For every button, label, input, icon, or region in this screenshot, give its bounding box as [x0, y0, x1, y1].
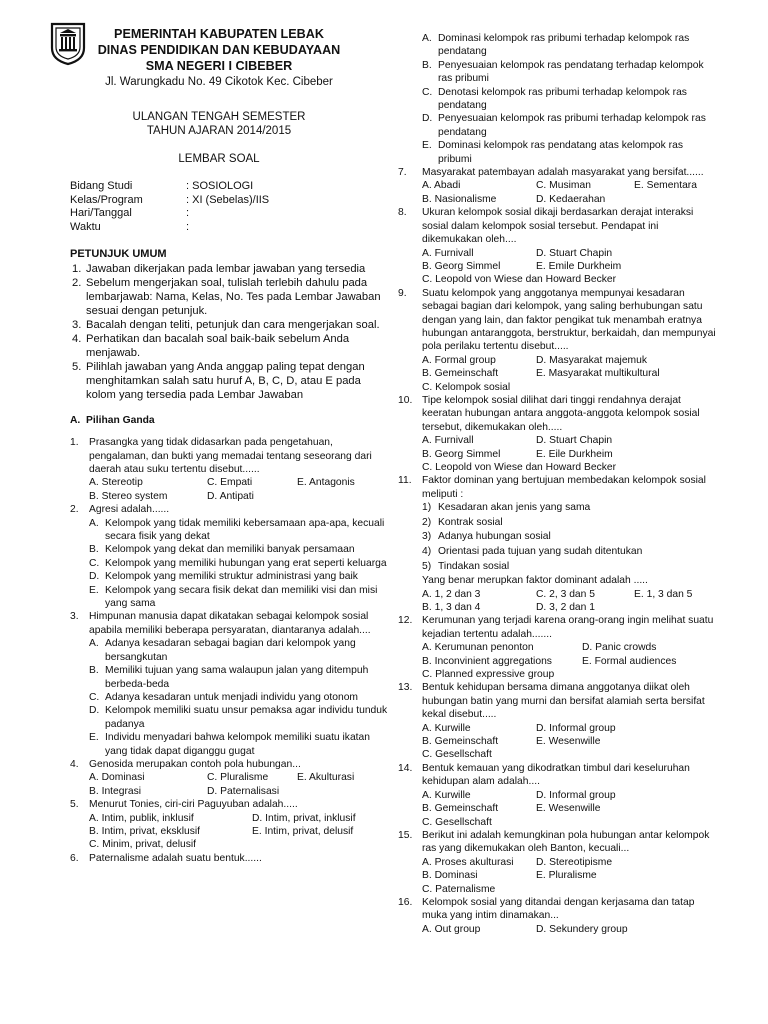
government-name: PEMERINTAH KABUPATEN LEBAK: [114, 27, 324, 41]
option: D. Kelompok memiliki suatu unsur pemaksa agar individu tunduk padanya: [89, 705, 388, 730]
question-11: 11. Faktor dominan yang bertujuan membedakan kelompok sosial meliputi :: [398, 475, 706, 500]
question-5-options: A. Intim, publik, inklusif D. Intim, privat, inklusif B. Intim, privat, eksklusif E. Intim, privat, delusif C. Minim, privat, delusif: [89, 812, 356, 851]
option: E. Individu menyadari bahwa kelompok memiliki suatu ikatan yang tidak dapat diganggu gugat: [89, 732, 370, 757]
instruction-item: 5. Pilihlah jawaban yang Anda anggap paling tepat dengan menghitamkan salah satu huruf A, B, C, D, atau E pada kolom yang tersedia pada Lembar Jawaban: [72, 360, 365, 401]
question-7-options: A. Abadi C. Musiman E. Sementara B. Nasionalisme D. Kedaerahan: [422, 180, 697, 205]
question-9-options: A. Formal group D. Masyarakat majemuk B. Gemeinschaft E. Masyarakat multikultural C. Kelompok sosial: [422, 354, 660, 393]
section-heading: A. Pilihan Ganda: [70, 414, 155, 426]
exam-info: [70, 180, 390, 234]
letterhead-text: [48, 26, 390, 90]
list-item: 2) Kontrak sosial: [422, 516, 503, 528]
school-name: SMA NEGERI I CIBEBER: [145, 59, 293, 73]
question-11-options: A. 1, 2 dan 3 C. 2, 3 dan 5 E. 1, 3 dan 5 B. 1, 3 dan 4 D. 3, 2 dan 1: [422, 588, 693, 613]
question-13-options: A. Kurwille D. Informal group B. Gemeinschaft E. Wesenwille C. Gesellschaft: [422, 722, 616, 761]
left-column: [48, 0, 390, 865]
list-item: 5) Tindakan sosial: [422, 560, 510, 572]
info-row: Kelas/Program : XI (Sebelas)/IIS: [70, 193, 270, 206]
question-15: 15. Berikut ini adalah kemungkinan pola hubungan antar kelompok ras yang dikemukakan oleh Banton, kecuali...: [398, 829, 710, 855]
option: A. Dominasi kelompok ras pribumi terhadap kelompok ras pendatang: [422, 33, 690, 58]
option: E. Kelompok yang secara fisik dekat dan memiliki visi dan misi yang sama: [89, 584, 378, 610]
question-15-options: A. Proses akulturasi D. Stereotipisme B. Dominasi E. Pluralisme C. Paternalisme: [422, 856, 613, 895]
list-item: 4) Orientasi pada tujuan yang sudah ditentukan: [422, 546, 643, 557]
question-1-options: A. Stereotip C. Empati E. Antagonis B. Stereo system D. Antipati: [89, 477, 355, 502]
instructions-title: PETUNJUK UMUM: [70, 248, 167, 261]
question-2: 2. Agresi adalah......: [70, 504, 170, 516]
question-3: 3. Himpunan manusia dapat dikatakan sebagai kelompok sosial apabila memiliki beberapa persyaratan, diantaranya adalah....: [70, 611, 371, 636]
option: D. Penyesuaian kelompok ras pribumi terhadap kelompok ras pendatang: [422, 113, 706, 138]
letterhead: [48, 0, 390, 110]
question-10: 10. Tipe kelompok sosial dilihat dari tinggi rendahnya derajat keeratan hubungan antara anggota-anggota kelompok sosial tersebut, dikemukakan oleh.....: [398, 394, 700, 433]
question-14: 14. Bentuk kemauan yang dikodratkan timbul dari keseluruhan kehidupan alam adalah....: [398, 762, 690, 788]
question-13: 13. Bentuk kehidupan bersama dimana anggotanya diikat oleh hubungan batin yang murni dan bersifat alamiah serta bersifat kekal disebut.....: [398, 682, 705, 721]
list-item: 3) Adanya hubungan sosial: [422, 531, 551, 543]
question-14-options: A. Kurwille D. Informal group B. Gemeinschaft E. Wesenwille C. Gesellschaft: [422, 789, 616, 828]
question-4: 4. Genosida merupakan contoh pola hubungan...: [70, 758, 301, 770]
info-row: Bidang Studi : SOSIOLOGI: [70, 180, 254, 192]
question-9: 9. Suatu kelompok yang anggotanya mempunyai kesadaran sebagai bagian dari kelompok, yang saling berhubungan satu dengan yang lain, dan faktor pengikat tuk menambah eratnya hubungan antaranggota, berstruktur, berkaidah, dan mempunyai pola perilaku tertentu disebut.....: [398, 287, 716, 353]
info-row: Hari/Tanggal :: [70, 207, 190, 220]
option: A. Adanya kesadaran sebagai bagian dari kelompok yang bersangkutan: [89, 638, 356, 663]
option: B. Memiliki tujuan yang sama walaupun jalan yang ditempuh berbeda-beda: [89, 665, 369, 690]
instruction-item: 3. Bacalah dengan teliti, petunjuk dan cara mengerjakan soal.: [72, 318, 380, 331]
department-name: DINAS PENDIDIKAN DAN KEBUDAYAAN: [97, 43, 341, 57]
question-16-options: A. Out group D. Sekundery group: [422, 923, 628, 935]
question-1: 1. Prasangka yang tidak didasarkan pada pengetahuan, pengalaman, dan bukti yang memadai tentang seseorang dari daerah atau suku tertentu disebut......: [70, 437, 372, 475]
option: B. Kelompok yang dekat dan memiliki banyak persamaan: [89, 544, 355, 556]
question-5: 5. Menurut Tonies, ciri-ciri Paguyuban adalah.....: [70, 799, 298, 811]
option: C. Denotasi kelompok ras pribumi terhadap kelompok ras pendatang: [422, 86, 687, 112]
option: C. Adanya kesadaran untuk menjadi individu yang otonom: [89, 691, 359, 703]
question-16: 16. Kelompok sosial yang ditandai dengan kerjasama dan tatap muka yang intim dinamakan...: [398, 896, 695, 922]
sheet-title: LEMBAR SOAL: [178, 153, 260, 165]
instructions-list: [48, 262, 390, 402]
exam-title-block: [48, 110, 390, 166]
question-12-options: A. Kerumunan penonton D. Panic crowds B. Inconvinient aggregations E. Formal audiences C. Planned expressive group: [422, 642, 677, 681]
question-10-options: A. Furnivall D. Stuart Chapin B. Georg Simmel E. Eile Durkheim C. Leopold von Wiese dan Howard Becker: [422, 435, 617, 473]
option: A. Kelompok yang tidak memiliki kebersamaan apa-apa, kecuali secara fisik yang dekat: [89, 517, 385, 543]
question-6: 6. Paternalisme adalah suatu bentuk......: [70, 852, 262, 864]
question-8: 8. Ukuran kelompok sosial dikaji berdasarkan derajat interaksi sosial dalam kelompok sosial tersebut. Pendapat ini dikemukakan oleh....: [398, 207, 694, 246]
school-address: Jl. Warungkadu No. 49 Cikotok Kec. Cibeber: [105, 76, 333, 88]
question-11-prompt: Yang benar merupkan faktor dominant adalah .....: [422, 575, 648, 587]
right-column: [398, 32, 718, 936]
question-7: 7. Masyarakat patembayan adalah masyarakat yang bersifat......: [398, 167, 704, 179]
instruction-item: 4. Perhatikan dan bacalah soal baik-baik sebelum Anda menjawab.: [72, 332, 350, 359]
info-row: Waktu :: [70, 220, 190, 233]
option: B. Penyesuaian kelompok ras pendatang terhadap kelompok ras pribumi: [422, 59, 704, 85]
question-4-options: A. Dominasi C. Pluralisme E. Akulturasi B. Integrasi D. Paternalisasi: [89, 772, 355, 797]
list-item: 1) Kesadaran akan jenis yang sama: [422, 502, 591, 514]
option: D. Kelompok yang memiliki struktur administrasi yang baik: [89, 571, 358, 583]
option: E. Dominasi kelompok ras pendatang atas kelompok ras pribumi: [422, 140, 683, 165]
question-8-options: A. Furnivall D. Stuart Chapin B. Georg Simmel E. Emile Durkheim C. Leopold von Wiese dan Howard Becker: [422, 247, 622, 286]
exam-title: ULANGAN TENGAH SEMESTER: [132, 111, 306, 123]
exam-year: TAHUN AJARAN 2014/2015: [146, 125, 292, 137]
instruction-item: 2. Sebelum mengerjakan soal, tulislah terlebih dahulu pada lembarjawab: Nama, Kelas, No. Tes pada Lembar Jawaban sesuai dengan petunjuk.: [72, 276, 381, 317]
question-12: 12. Kerumunan yang terjadi karena orang-orang ingin melihat suatu kejadian tertentu adalah.......: [398, 615, 714, 640]
instruction-item: 1. Jawaban dikerjakan pada lembar jawaban yang tersedia: [72, 262, 366, 275]
option: C. Kelompok yang memiliki hubungan yang erat seperti keluarga: [89, 557, 387, 569]
